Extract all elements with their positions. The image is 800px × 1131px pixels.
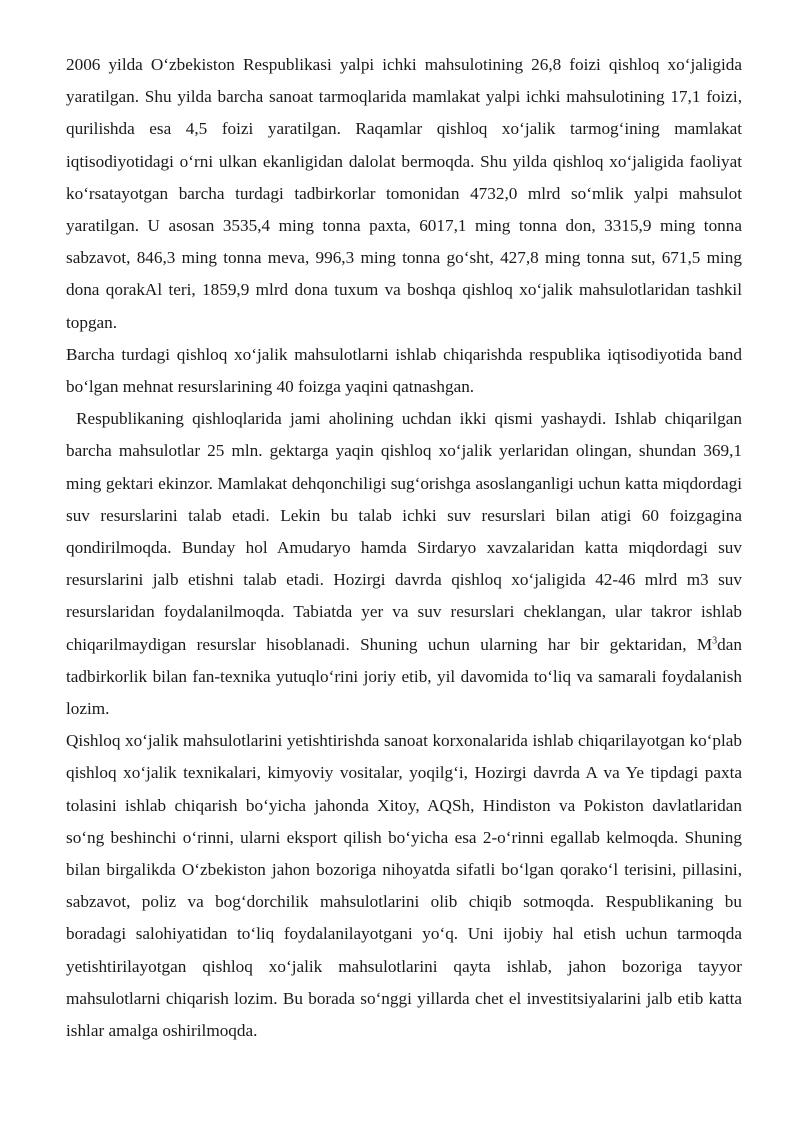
document-page	[66, 49, 742, 1047]
paragraph-industry-export: Qishloq xo‘jalik mahsulotlarini yetishtirishda sanoat korxonalarida ishlab chiqarilayotgan ko‘plab qishloq xo‘jalik texnikalari, kimyoviy vositalar, yoqilg‘i, Hozirgi davrda A va Ye tipdagi paxta tolasini ishlab chiqarish bo‘yicha jahonda Xitoy, AQSh, Hindiston va Pokiston davlatlaridan so‘ng beshinchi o‘rinni, ularni eksport qilish bo‘yicha esa 2-o‘rinni egallab kelmoqda. Shuning bilan birgalikda O‘zbekiston jahon bozoriga nihoyatda sifatli bo‘lgan qorako‘l terisini, pillasini, sabzavot, poliz va bog‘dorchilik mahsulotlarini olib chiqib sotmoqda. Respublikaning bu boradagi salohiyatidan to‘liq foydalanilayotgani yo‘q. Uni ijobiy hal etish uchun tarmoqda yetishtirilayotgan qishloq xo‘jalik mahsulotlarini qayta ishlab, jahon bozoriga tayyor mahsulotlarni chiqarish lozim. Bu borada so‘nggi yillarda chet el investitsiyalarini jalb etib katta ishlar amalga oshirilmoqda.	[66, 731, 742, 1041]
paragraph-labor-resources: Barcha turdagi qishloq xo‘jalik mahsulotlarni ishlab chiqarishda respublika iqtisodiyotida band bo‘lgan mehnat resurslarining 40 foizga yaqini qatnashgan.	[66, 344, 742, 397]
paragraph-text-before: Respublikaning qishloqlarida jami aholining uchdan ikki qismi yashaydi. Ishlab chiqarilgan barcha mahsulotlar 25 mln. gektarga yaqin qishloq xo‘jalik yerlaridan olingan, shundan 369,1 ming gektari ekinzor. Mamlakat dehqonchiligi sug‘orishga asoslanganligi uchun katta miqdordagi suv resurslarini talab etadi. Lekin bu talab ichki suv resurslari bilan atigi 60 foizgagina qondirilmoqda. Bunday hol Amudaryo hamda Sirdaryo xavzalaridan katta miqdordagi suv resurslarini jalb etishni talab etadi. Hozirgi davrda qishloq xo‘jaligida 42-46 mlrd m3 suv resurslaridan foydalanilmoqda. Tabiatda yer va suv resurslari cheklangan, ular takror ishlab chiqarilmaydigan resurslar hisoblanadi. Shuning uchun ularning har bir gektaridan, M	[66, 409, 742, 654]
paragraph-land-water-resources	[66, 403, 742, 725]
paragraph-text-after: dan tadbirkorlik bilan fan-texnika yutuqlo‘rini joriy etib, yil davomida to‘liq va samarali foydalanish lozim.	[66, 634, 742, 719]
paragraph-gdp-2006: 2006 yilda O‘zbekiston Respublikasi yalpi ichki mahsulotining 26,8 foizi qishloq xo‘jaligida yaratilgan. Shu yilda barcha sanoat tarmoqlarida mamlakat yalpi ichki mahsulotining 17,1 foizi, qurilishda esa 4,5 foizi yaratilgan. Raqamlar qishloq xo‘jalik tarmog‘ining mamlakat iqtisodiyotidagi o‘rni ulkan ekanligidan dalolat bermoqda. Shu yilda qishloq xo‘jaligida faoliyat ko‘rsatayotgan barcha turdagi tadbirkorlar tomonidan 4732,0 mlrd so‘mlik yalpi mahsulot yaratilgan. U asosan 3535,4 ming tonna paxta, 6017,1 ming tonna don, 3315,9 ming tonna sabzavot, 846,3 ming tonna meva, 996,3 ming tonna go‘sht, 427,8 ming tonna sut, 671,5 ming dona qorakAl teri, 1859,9 mlrd dona tuxum va boshqa qishloq xo‘jalik mahsulotlaridan tashkil topgan.	[66, 55, 742, 332]
superscript-3: 3	[712, 634, 718, 646]
